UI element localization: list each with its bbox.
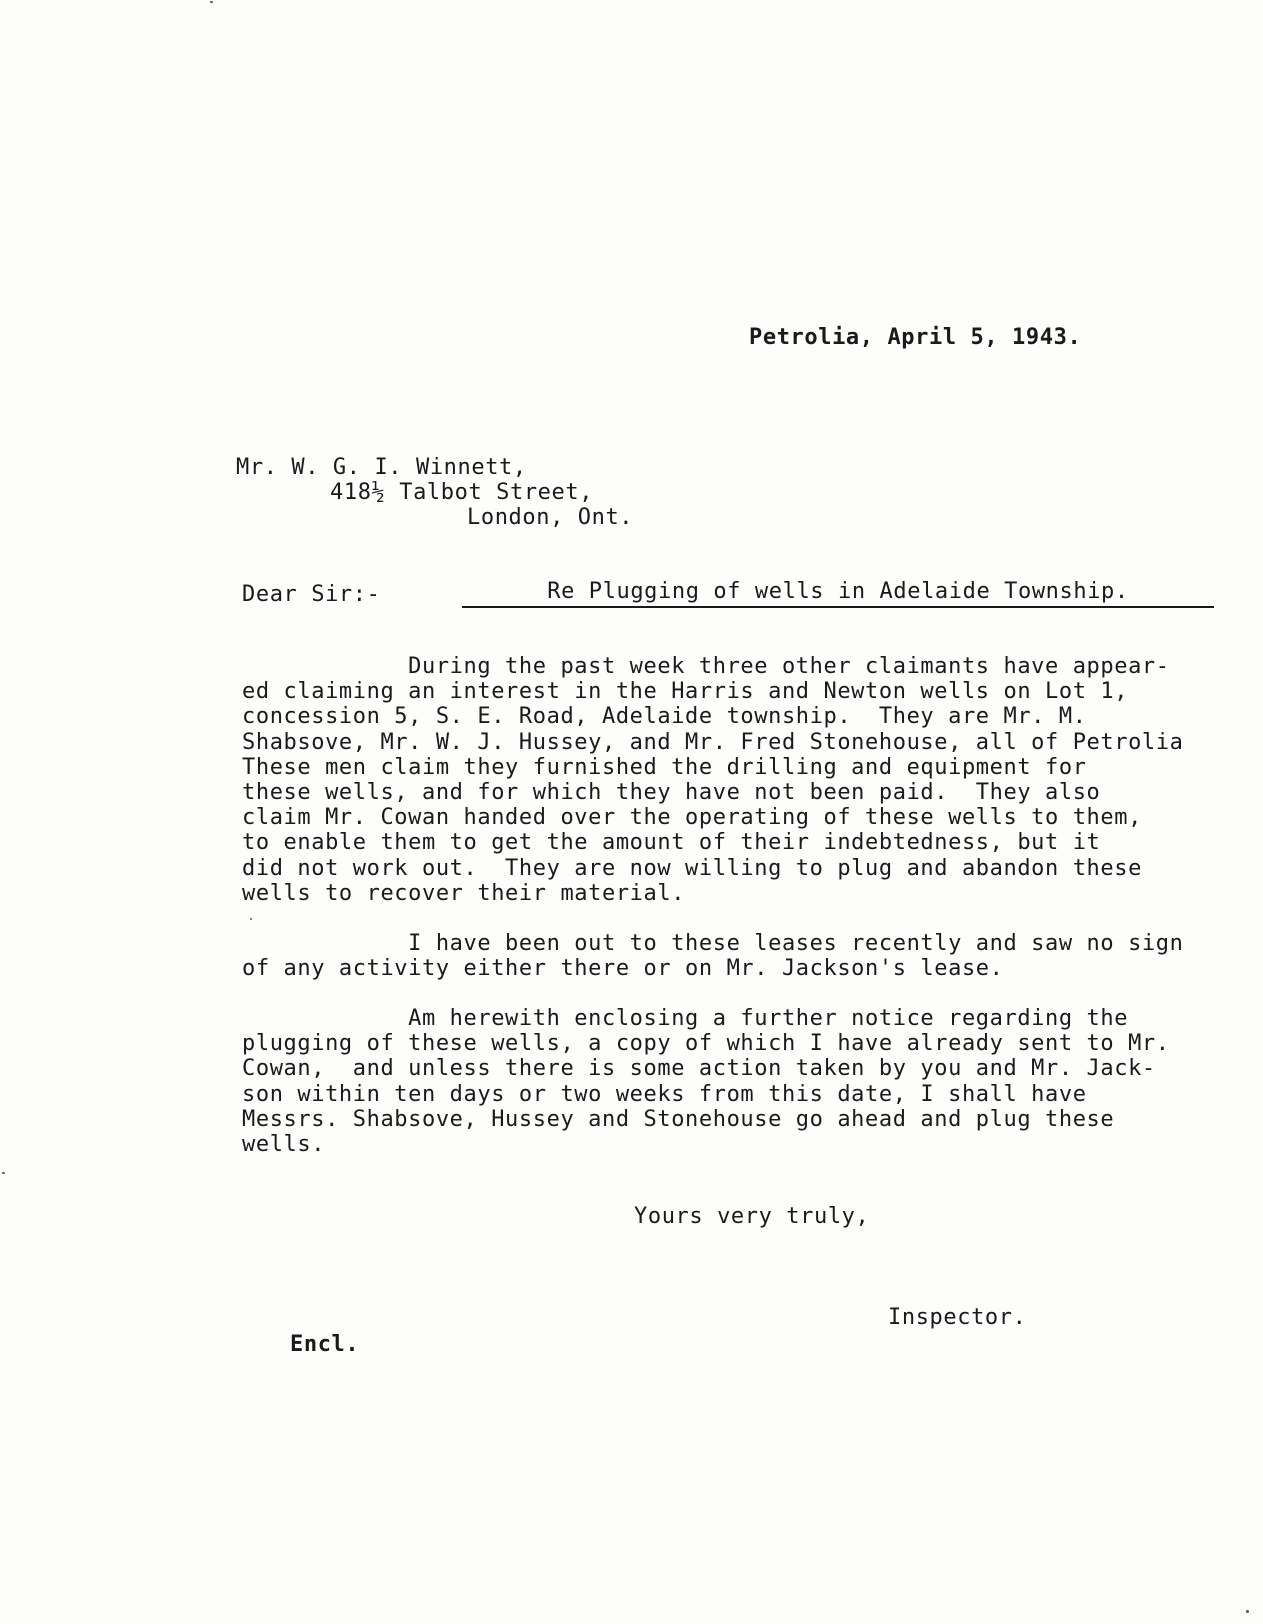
subject-line: Re Plugging of wells in Adelaide Township.: [462, 579, 1214, 608]
recipient-city: London, Ont.: [467, 505, 634, 530]
paper-speck: [210, 1, 213, 3]
signature-title: Inspector.: [888, 1305, 1027, 1330]
letter-date: Petrolia, April 5, 1943.: [749, 325, 1082, 350]
body-paragraph-3: Am herewith enclosing a further notice regarding the plugging of these wells, a copy of which I have already sent to Mr. Cowan, and unless there is some action taken by you and Mr. Jack- son within ten days or two weeks from this date, I shall have Messrs. Shabsove, Hussey and Stonehouse go ahead and plug these wells.: [242, 1006, 1170, 1158]
recipient-name: Mr. W. G. I. Winnett,: [236, 455, 527, 480]
enclosure-note: Encl.: [290, 1332, 360, 1357]
body-paragraph-1: During the past week three other claimants have appear- ed claiming an interest in the Harris and Newton wells on Lot 1, concession 5, S. E. Road, Adelaide township. They are Mr. M. Shabsove, Mr. W. J. Hussey, and Mr. Fred Stonehouse, all of Petrolia These men claim they furnished the drilling and equipment for these wells, and for which they have not been paid. They also claim Mr. Cowan handed over the operating of these wells to them, to enable them to get the amount of their indebtedness, but it did not work out. They are now willing to plug and abandon these wells to recover their material.: [242, 654, 1184, 906]
paper-speck: [2, 1172, 5, 1174]
paper-speck: [250, 918, 252, 920]
recipient-street: 418½ Talbot Street,: [330, 480, 594, 505]
salutation: Dear Sir:-: [242, 582, 381, 607]
closing: Yours very truly,: [634, 1204, 870, 1229]
body-paragraph-2: I have been out to these leases recently and saw no sign of any activity either there or on Mr. Jackson's lease.: [242, 931, 1184, 982]
paper-speck: [1246, 1610, 1249, 1613]
